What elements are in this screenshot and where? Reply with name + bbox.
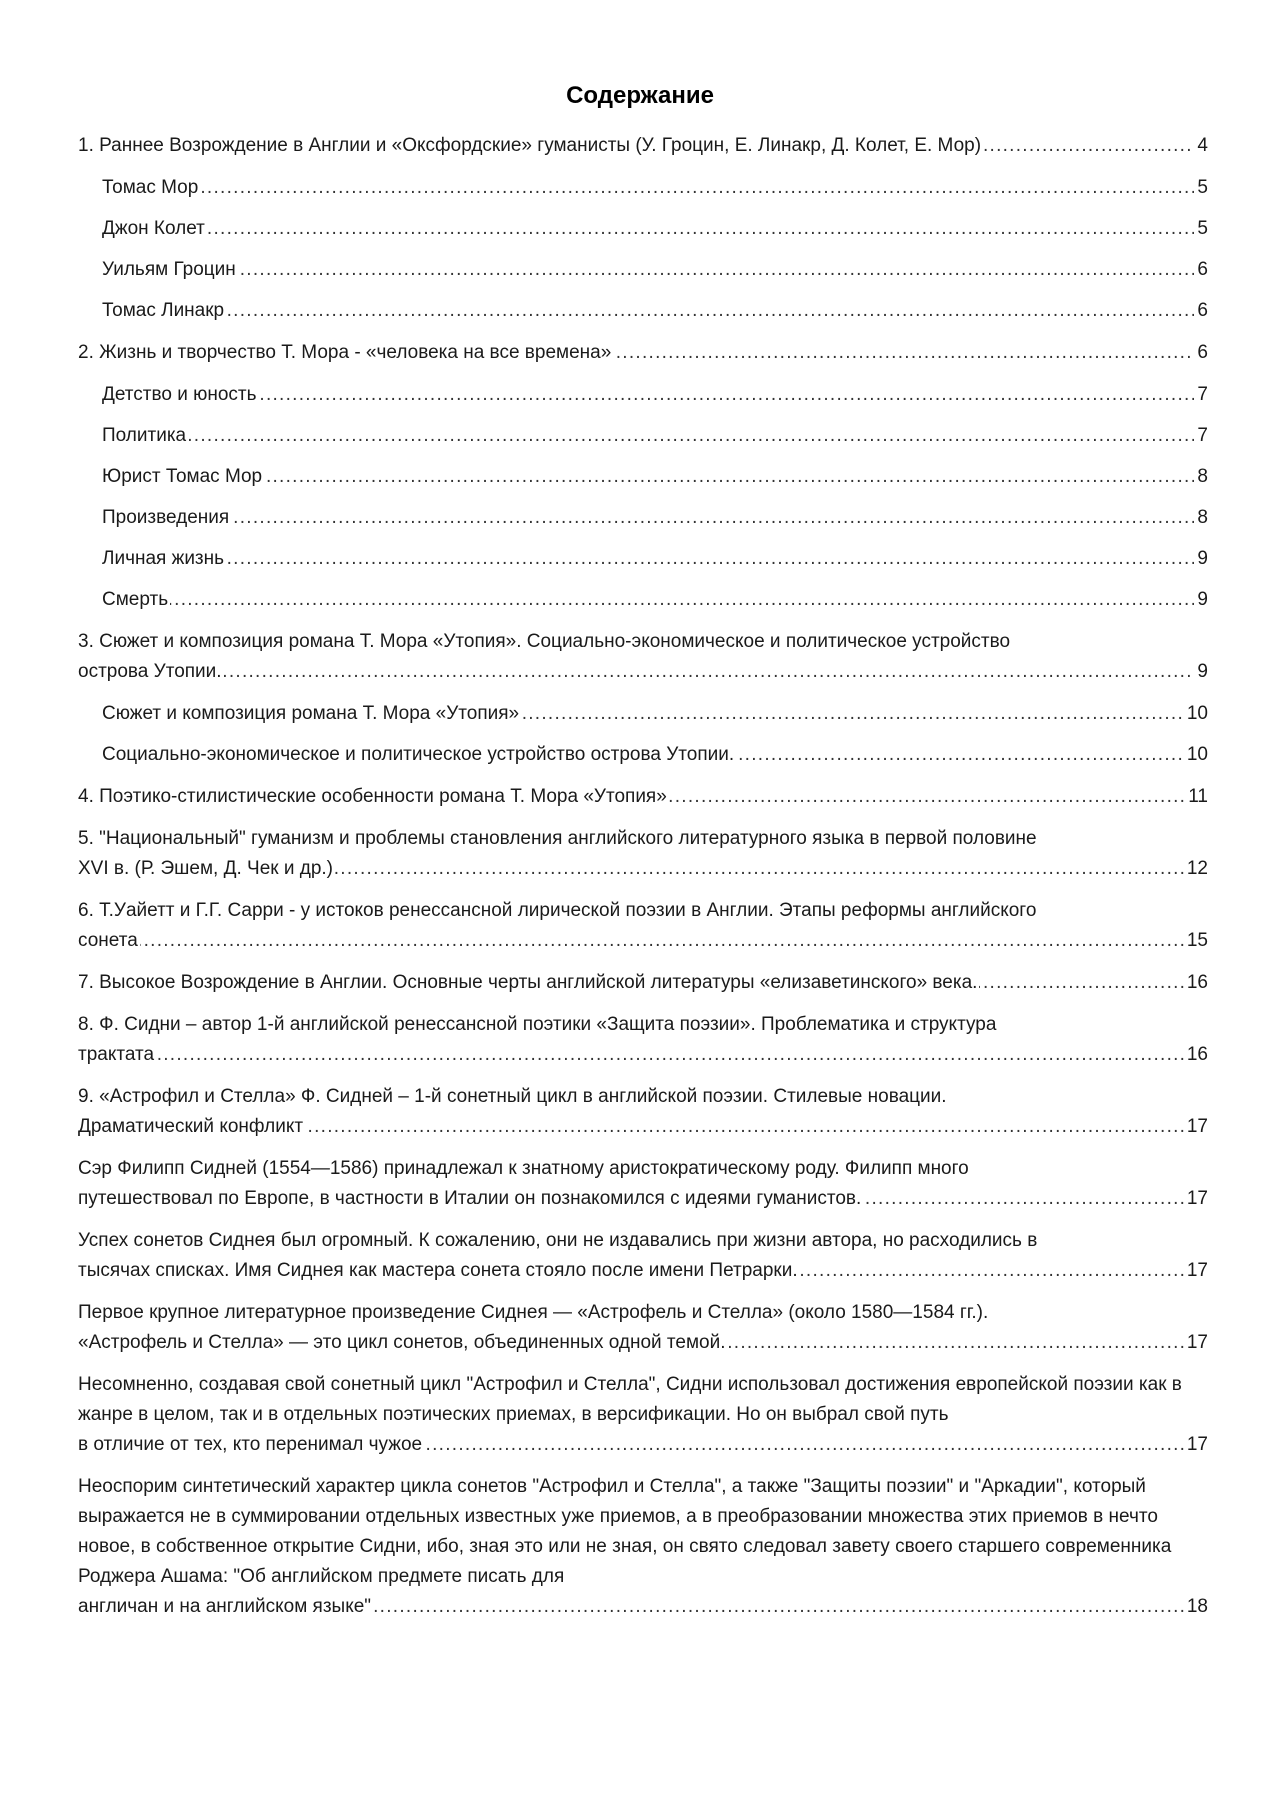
toc-entry-label: «Астрофель и Стелла» — это цикл сонетов, объединенных одной темой. — [78, 1332, 726, 1353]
toc-entry-leader-line — [78, 782, 1208, 812]
toc-page-number: 17 — [1184, 1112, 1208, 1142]
toc-entry[interactable] — [78, 173, 1208, 203]
toc-entry-text: 5. "Национальный" гуманизм и проблемы становления английского литературного языка в первой половине — [78, 828, 1037, 849]
toc-entry[interactable] — [78, 421, 1208, 451]
toc-entry-leader-line — [102, 380, 1208, 410]
toc-entry-label: Томас Мор — [102, 177, 199, 198]
toc-entry[interactable] — [78, 462, 1208, 492]
toc-entry-leader-line — [102, 585, 1208, 615]
toc-entry-leader-line — [78, 1040, 1208, 1070]
toc-page-number: 5 — [1194, 173, 1208, 203]
toc-entry-leader-line — [102, 214, 1208, 244]
toc-entry-text: 6. Т.Уайетт и Г.Г. Сарри - у истоков ренессансной лирической поэзии в Англии. Этапы реформы английского — [78, 900, 1037, 921]
toc-page-number: 11 — [1185, 782, 1208, 812]
toc-entry[interactable] — [78, 1010, 1208, 1070]
toc-page-number: 17 — [1184, 1328, 1208, 1358]
toc-title: Содержание — [566, 82, 714, 109]
toc-entry[interactable] — [78, 214, 1208, 244]
toc-entry-label: Социально-экономическое и политическое устройство острова Утопии. — [102, 744, 735, 765]
toc-entry-label: XVI в. (Р. Эшем, Д. Чек и др.) — [78, 858, 334, 879]
toc-entry-label: трактата — [78, 1044, 155, 1065]
toc-page-number: 7 — [1194, 421, 1208, 451]
toc-entry-text: 8. Ф. Сидни – автор 1-й английской ренессансной поэтики «Защита поэзии». Проблематика и структура — [78, 1014, 997, 1035]
toc-entry-leader-line — [78, 657, 1208, 687]
toc-page-number: 9 — [1194, 544, 1208, 574]
toc-entry-label: Детство и юность — [102, 384, 257, 405]
toc-page-number: 9 — [1194, 585, 1208, 615]
toc-entry-label: Смерть — [102, 589, 169, 610]
toc-page-number: 12 — [1184, 854, 1208, 884]
toc-entry-leader-line — [102, 462, 1208, 492]
toc-page-number: 5 — [1194, 214, 1208, 244]
toc-page-number: 17 — [1184, 1430, 1208, 1460]
toc-entry[interactable] — [78, 1370, 1208, 1460]
toc-entry[interactable] — [78, 896, 1208, 956]
toc-entry[interactable] — [78, 1082, 1208, 1142]
toc-entry-leader-line — [78, 968, 1208, 998]
toc-entry[interactable] — [78, 131, 1208, 161]
toc-entry-leader-line — [102, 544, 1208, 574]
toc-entry-label: Политика — [102, 425, 187, 446]
toc-entry-label: Джон Колет — [102, 218, 205, 239]
toc-entry-label: Личная жизнь — [102, 548, 225, 569]
toc-entry-label: сонета — [78, 930, 138, 951]
toc-entry-leader-line — [78, 338, 1208, 368]
toc-page-number: 6 — [1194, 296, 1208, 326]
toc-entry[interactable] — [78, 627, 1208, 687]
toc-entry[interactable] — [78, 824, 1208, 884]
toc-entry[interactable] — [78, 296, 1208, 326]
toc-page-number: 18 — [1184, 1592, 1208, 1622]
toc-entry-leader-line — [102, 699, 1208, 729]
toc-entry-leader-line — [78, 854, 1208, 884]
toc-entry-label: путешествовал по Европе, в частности в Италии он познакомился с идеями гуманистов. — [78, 1188, 862, 1209]
toc-page-number: 10 — [1184, 740, 1208, 770]
toc-entry[interactable] — [78, 968, 1208, 998]
toc-entry[interactable] — [78, 1472, 1208, 1622]
toc-entry[interactable] — [78, 544, 1208, 574]
toc-entry[interactable] — [78, 782, 1208, 812]
toc-page-number: 17 — [1184, 1184, 1208, 1214]
toc-page-number: 8 — [1194, 503, 1208, 533]
toc-entry[interactable] — [78, 699, 1208, 729]
toc-page-number: 8 — [1194, 462, 1208, 492]
toc-entry[interactable] — [78, 380, 1208, 410]
toc-entry-text: Сэр Филипп Сидней (1554—1586) принадлежал к знатному аристократическому роду. Филипп много — [78, 1158, 969, 1179]
toc-entry-leader-line — [78, 1328, 1208, 1358]
toc-entry-leader-line — [102, 503, 1208, 533]
toc-entry-label: Произведения — [102, 507, 230, 528]
toc-entry-leader-line — [102, 255, 1208, 285]
toc-entry-label: Сюжет и композиция романа Т. Мора «Утопия» — [102, 703, 520, 724]
toc-page-number: 7 — [1194, 380, 1208, 410]
toc-entry-label: Драматический конфликт — [78, 1116, 304, 1137]
toc-entry-leader-line — [78, 1256, 1208, 1286]
toc-entry-leader-line — [78, 1112, 1208, 1142]
toc-page-number: 6 — [1194, 338, 1208, 368]
toc-entry-label: 2. Жизнь и творчество Т. Мора - «человека на все времена» — [78, 342, 612, 363]
toc-entry-leader-line — [78, 1184, 1208, 1214]
toc-page-number: 16 — [1184, 968, 1208, 998]
toc-entry-leader-line — [78, 131, 1208, 161]
toc-entry-leader-line — [102, 296, 1208, 326]
toc-page-number: 15 — [1184, 926, 1208, 956]
toc-entry-label: тысячах списках. Имя Сиднея как мастера сонета стояло после имени Петрарки. — [78, 1260, 798, 1281]
toc-entry-leader-line — [78, 1592, 1208, 1622]
toc-entry-leader-line — [78, 1430, 1208, 1460]
toc-entry-label: Уильям Гроцин — [102, 259, 236, 280]
toc-page-number: 6 — [1194, 255, 1208, 285]
toc-entry[interactable] — [78, 585, 1208, 615]
toc-entry-label: острова Утопии. — [78, 661, 222, 682]
toc-entry-label: Томас Линакр — [102, 300, 225, 321]
toc-entry[interactable] — [78, 255, 1208, 285]
toc-entry[interactable] — [78, 338, 1208, 368]
toc-page-number: 16 — [1184, 1040, 1208, 1070]
toc-entry-text: 3. Сюжет и композиция романа Т. Мора «Утопия». Социально-экономическое и политическое устройство — [78, 631, 1011, 652]
toc-entry-leader-line — [102, 740, 1208, 770]
toc-entry-text: Успех сонетов Сиднея был огромный. К сожалению, они не издавались при жизни автора, но расходились в — [78, 1230, 1038, 1251]
toc-entry-text: Несомненно, создавая свой сонетный цикл "Астрофил и Стелла", Сидни использовал достижения европейской поэзии как в жанре в целом, так и в отдельных поэтических приемах, в версификации. Но он выбрал свой путь — [78, 1374, 1182, 1425]
toc-page-number: 17 — [1184, 1256, 1208, 1286]
toc-entry-label: англичан и на английском языке" — [78, 1596, 372, 1617]
toc-page-number: 9 — [1194, 657, 1208, 687]
toc-entry-label: 7. Высокое Возрождение в Англии. Основные черты английской литературы «елизаветинского» века. — [78, 972, 978, 993]
toc-page-number: 10 — [1184, 699, 1208, 729]
toc-entry[interactable] — [78, 1154, 1208, 1214]
toc-entry-label: Юрист Томас Мор — [102, 466, 263, 487]
toc-entry[interactable] — [78, 1298, 1208, 1358]
toc-entry[interactable] — [78, 503, 1208, 533]
toc-entry[interactable] — [78, 740, 1208, 770]
toc-entry-label: 4. Поэтико-стилистические особенности романа Т. Мора «Утопия» — [78, 786, 667, 807]
toc-list — [78, 131, 1208, 1634]
toc-entry-leader-line — [102, 173, 1208, 203]
toc-entry-label: в отличие от тех, кто перенимал чужое — [78, 1434, 423, 1455]
toc-page-number: 4 — [1194, 131, 1208, 161]
toc-entry-label: 1. Раннее Возрождение в Англии и «Оксфордские» гуманисты (У. Гроцин, Е. Линакр, Д. Колет, Е. Мор) — [78, 135, 982, 156]
toc-entry-text: Неоспорим синтетический характер цикла сонетов "Астрофил и Стелла", а также "Защиты поэзии" и "Аркадии", который выражается не в суммировании отдельных известных уже приемов, а в преобразовании множества этих приемов в нечто новое, в собственное открытие Сидни, ибо, зная это или не зная, он свято следовал завету своего старшего современника Роджера Ашама: "Об английском предмете писать для — [78, 1476, 1172, 1587]
toc-entry-text: Первое крупное литературное произведение Сиднея — «Астрофель и Стелла» (около 1580—1584 гг.). — [78, 1302, 989, 1323]
toc-entry-leader-line — [102, 421, 1208, 451]
toc-entry[interactable] — [78, 1226, 1208, 1286]
toc-entry-text: 9. «Астрофил и Стелла» Ф. Сидней – 1-й сонетный цикл в английской поэзии. Стилевые новации. — [78, 1086, 947, 1107]
toc-entry-leader-line — [78, 926, 1208, 956]
